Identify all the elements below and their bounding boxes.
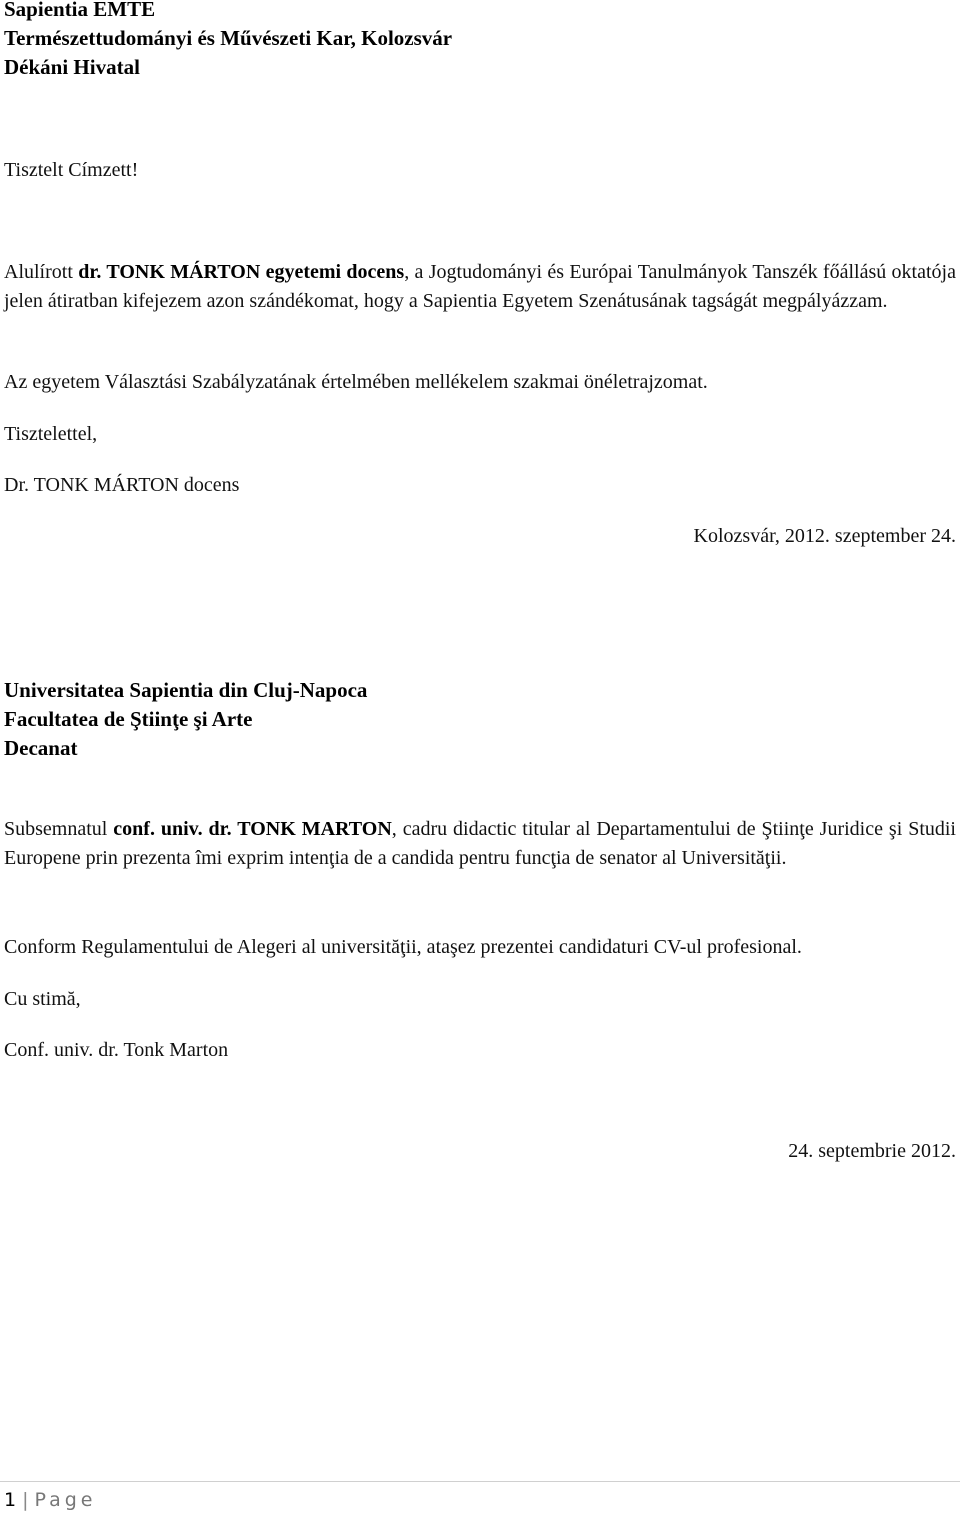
ro-p1-name: conf. univ. dr. TONK MARTON [113,818,392,840]
footer-divider [0,1481,960,1482]
ro-header-office: Decanat [4,736,78,760]
hu-header-office: Dékáni Hivatal [4,55,140,79]
ro-header-faculty: Facultatea de Ştiinţe şi Arte [4,707,253,731]
hu-salutation: Tisztelt Címzett! [4,159,139,181]
ro-date: 24. septembrie 2012. [788,1140,956,1162]
page-number: 1 [4,1489,17,1511]
hu-header-faculty: Természettudományi és Művészeti Kar, Kolozsvár [4,26,453,50]
ro-body-paragraph-2: Conform Regulamentului de Alegeri al universităţii, ataşez prezentei candidaturi CV-ul profesional. [4,936,802,958]
footer-separator: | [22,1489,29,1511]
ro-p1-prefix: Subsemnatul [4,818,114,840]
hu-p1-rest: , a Jogtudományi és Európai Tanulmányok Tanszék főállású oktatója jelen átiratban kifejezem azon szándékomat, hogy a Sapientia Egyetem Szenátusának tagságát megpályázzam. [4,261,956,312]
ro-body-paragraph-1 [4,815,956,873]
hu-body-paragraph-1 [4,258,956,316]
hu-body-paragraph-2: Az egyetem Választási Szabályzatának értelmében mellékelem szakmai önéletrajzomat. [4,371,708,393]
hu-p1-name: dr. TONK MÁRTON egyetemi docens [78,261,405,283]
hu-p1-prefix: Alulírott [4,261,79,283]
ro-header-institution: Universitatea Sapientia din Cluj-Napoca [4,678,368,702]
page-footer [4,1486,97,1514]
page-label: Page [34,1489,97,1511]
ro-closing: Cu stimă, [4,988,81,1010]
hu-signature: Dr. TONK MÁRTON docens [4,474,240,496]
ro-signature: Conf. univ. dr. Tonk Marton [4,1039,229,1061]
hu-closing: Tisztelettel, [4,423,98,445]
hu-header-institution: Sapientia EMTE [4,0,156,21]
ro-p1-rest: , cadru didactic titular al Departamentului de Ştiinţe Juridice şi Studii Europene prin prezenta îmi exprim intenţia de a candida pentru funcţia de senator al Universităţii. [4,818,956,869]
hu-place-date: Kolozsvár, 2012. szeptember 24. [693,525,956,547]
